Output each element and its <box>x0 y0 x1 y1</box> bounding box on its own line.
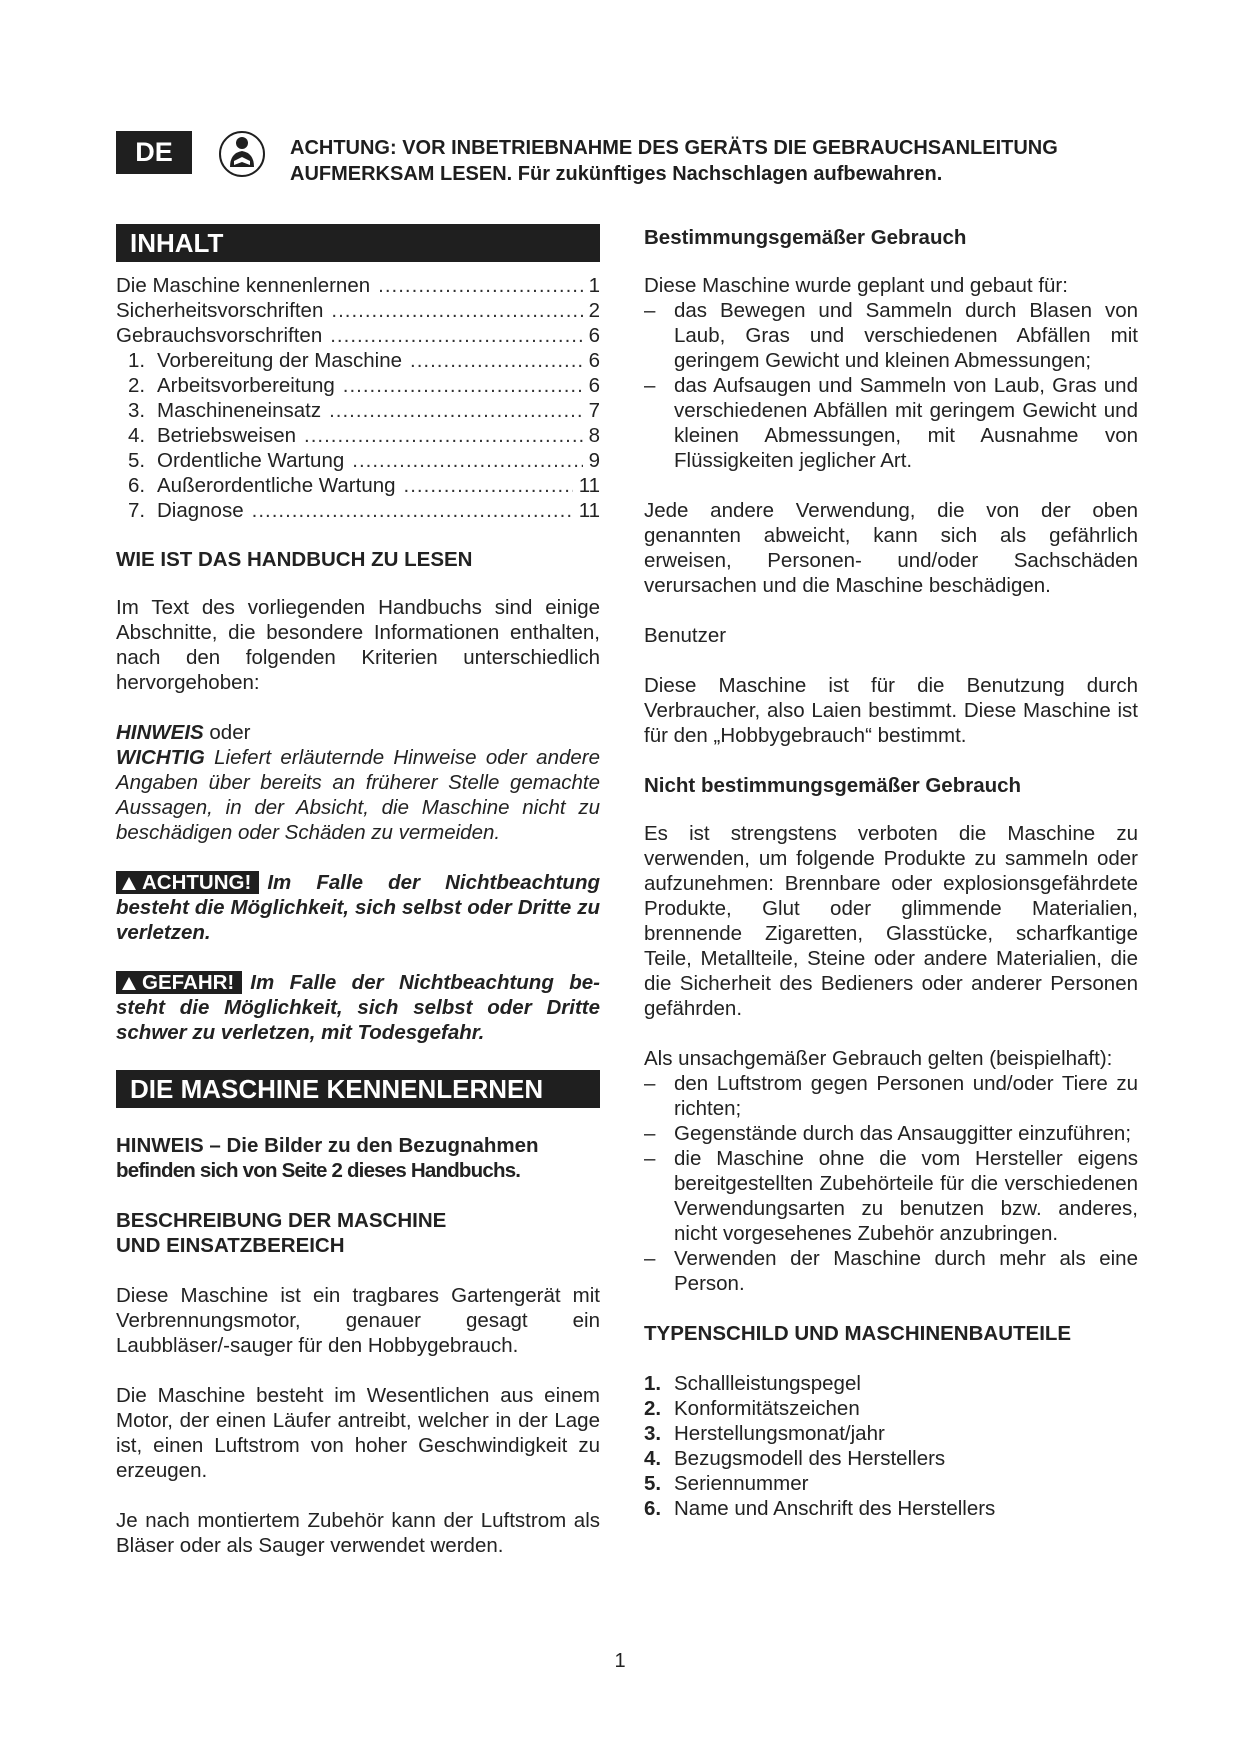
nameplate-item <box>644 1371 1138 1396</box>
nameplate-item-label: Schallleistungspegel <box>674 1372 861 1395</box>
toc-entry-label: Diagnose <box>157 499 244 522</box>
toc-entry <box>116 398 600 423</box>
dash-bullet: – <box>644 1122 656 1145</box>
gefahr-text: Im Falle der Nichtbeachtung be-steht die Möglichkeit, sich selbst oder Dritte schwer zu verletzen, mit Todesgefahr. <box>116 971 600 1044</box>
gefahr-label: GEFAHR! <box>142 971 235 994</box>
toc-dot-leader <box>352 448 582 473</box>
nameplate-item-number: 6. <box>644 1497 662 1520</box>
dash-bullet: – <box>644 1072 656 1095</box>
toc-entry <box>116 473 600 498</box>
toc-entry-label: Maschineneinsatz <box>157 399 322 422</box>
toc-entry-label: Die Maschine kennenlernen <box>116 274 371 297</box>
toc-entry <box>116 273 600 298</box>
toc-entry <box>116 323 600 348</box>
toc-entry-number: 5. <box>128 449 146 472</box>
nameplate-item-label: Name und Anschrift des Herstellers <box>674 1497 996 1520</box>
list-item <box>644 1146 1138 1246</box>
intended-use-title: Bestimmungsgemäßer Gebrauch <box>644 226 967 249</box>
improper-use-text: Es ist strengstens verboten die Maschine zu verwenden, um folgende Produkte zu sammeln oder aufzunehmen: Brennbare oder explosionsgefährdete Produkte, Glut oder glimmende Materialien, brennende Zigaretten, Glasstücke, scharfkantige Teile, Metallteile, Steine oder andere Materialien, die die Sicherheit des Bedieners oder anderer Personen gefährden. <box>644 822 1138 1020</box>
intended-use-intro: Diese Maschine wurde geplant und gebaut für: <box>644 274 1068 297</box>
contents-title: INHALT <box>116 224 600 262</box>
nameplate-item-number: 1. <box>644 1372 662 1395</box>
toc-entry-number: 7. <box>128 499 146 522</box>
how-to-read-intro: Im Text des vorliegenden Handbuchs sind einige Abschnitte, die besondere Informationen enthalten, nach den folgenden Kriterien unterschiedlich hervorgehoben: <box>116 596 600 694</box>
description-title <box>116 1208 600 1258</box>
improper-use-title: Nicht bestimmungsgemäßer Gebrauch <box>644 774 1022 797</box>
list-item-text: die Maschine ohne die vom Hersteller eigens bereitgestellten Zubehörteile für die verschiedenen Verwendungsarten zu benutzen bzw. anderes, nicht vorgesehenes Zubehör anzubringen. <box>674 1147 1138 1245</box>
achtung-tag <box>116 871 259 894</box>
note-hinweis-label: HINWEIS <box>116 721 204 744</box>
left-column <box>116 224 600 1558</box>
toc-entry-page: 9 <box>588 449 600 472</box>
page-number: 1 <box>614 1650 626 1672</box>
nameplate-item-number: 3. <box>644 1422 662 1445</box>
dash-bullet: – <box>644 299 656 322</box>
nameplate-list <box>644 1371 1138 1521</box>
toc-entry-label: Außerordentliche Wartung <box>157 474 396 497</box>
toc-entry-label: Ordentliche Wartung <box>157 449 345 472</box>
warning-line-2: AUFMERKSAM LESEN. Für zukünftiges Nachschlagen aufbewahren. <box>290 163 943 185</box>
toc-entry-number: 2. <box>128 374 146 397</box>
machine-para-1: Diese Maschine ist ein tragbares Gartengerät mit Verbrennungsmotor, genauer gesagt ein Laubbläser/-sauger für den Hobbygebrauch. <box>116 1284 600 1357</box>
note-text: Liefert erläuternde Hinweise oder andere Angaben über bereits an früherer Stelle gemachte Aussagen, in der Absicht, die Maschine nicht zu beschädigen oder Schäden zu vermeiden. <box>116 746 600 844</box>
toc-dot-leader <box>304 423 583 448</box>
machine-hint-line-1: HINWEIS – Die Bilder zu den Bezugnahmen <box>116 1134 539 1157</box>
intended-use-list <box>644 298 1138 473</box>
nameplate-item-number: 4. <box>644 1447 662 1470</box>
toc-entry <box>116 498 600 523</box>
safety-warning-header <box>290 135 1150 187</box>
list-item <box>644 1071 1138 1121</box>
read-manual-icon <box>218 131 266 177</box>
toc-entry-number: 1. <box>128 349 146 372</box>
achtung-label: ACHTUNG! <box>142 871 252 894</box>
list-item-text: das Bewegen und Sammeln durch Blasen von Laub, Gras und verschiedenen Abfällen mit geringem Gewicht und kleinen Abmessungen; <box>674 299 1138 372</box>
toc-entry-page: 6 <box>588 324 600 347</box>
toc-entry-page: 6 <box>588 374 600 397</box>
list-item-text: den Luftstrom gegen Personen und/oder Tiere zu richten; <box>674 1072 1138 1120</box>
achtung-text: Im Falle der Nichtbeachtung besteht die Möglichkeit, sich selbst oder Dritte zu verletzen. <box>116 871 600 944</box>
toc-dot-leader <box>331 298 582 323</box>
nameplate-item-number: 5. <box>644 1472 662 1495</box>
nameplate-title: TYPENSCHILD UND MASCHINENBAUTEILE <box>644 1322 1072 1345</box>
nameplate-item <box>644 1446 1138 1471</box>
toc-dot-leader <box>404 473 573 498</box>
warning-line-1: ACHTUNG: VOR INBETRIEBNAHME DES GERÄTS DIE GEBRAUCHSANLEITUNG <box>290 137 1058 159</box>
toc-entry <box>116 448 600 473</box>
list-item-text: Verwenden der Maschine durch mehr als eine Person. <box>674 1247 1138 1295</box>
language-badge: DE <box>116 131 192 174</box>
other-use-text: Jede andere Verwendung, die von der oben genannten abweicht, kann sich als gefährlich erweisen, Personen- und/oder Sachschäden verursachen und die Maschine beschädigen. <box>644 499 1138 597</box>
right-column <box>644 225 1138 1521</box>
list-item-text: Gegenstände durch das Ansauggitter einzuführen; <box>674 1122 1132 1145</box>
how-to-read-title: WIE IST DAS HANDBUCH ZU LESEN <box>116 548 473 571</box>
toc-dot-leader <box>330 323 582 348</box>
toc-entry <box>116 373 600 398</box>
nameplate-item <box>644 1421 1138 1446</box>
nameplate-item-label: Konformitätszeichen <box>674 1397 860 1420</box>
warning-triangle-icon <box>122 977 136 990</box>
toc-dot-leader <box>378 273 582 298</box>
toc-entry-label: Sicherheitsvorschriften <box>116 299 324 322</box>
list-item <box>644 1121 1138 1146</box>
description-title-line-2: UND EINSATZBEREICH <box>116 1234 345 1257</box>
note-oder: oder <box>203 721 251 744</box>
toc-dot-leader <box>343 373 583 398</box>
toc-entry-page: 7 <box>588 399 600 422</box>
list-item <box>644 373 1138 473</box>
nameplate-item-label: Herstellungsmonat/jahr <box>674 1422 885 1445</box>
improper-use-list <box>644 1071 1138 1296</box>
warning-triangle-icon <box>122 877 136 890</box>
toc-entry-label: Betriebsweisen <box>157 424 297 447</box>
toc-entry-page: 6 <box>588 349 600 372</box>
toc-entry-number: 4. <box>128 424 146 447</box>
note-wichtig-label: WICHTIG <box>116 746 205 769</box>
gefahr-paragraph <box>116 970 600 1045</box>
machine-hint <box>116 1133 600 1183</box>
toc-entry <box>116 348 600 373</box>
machine-hint-line-2: befinden sich von Seite 2 dieses Handbuchs. <box>116 1159 521 1182</box>
toc-entry <box>116 423 600 448</box>
user-title: Benutzer <box>644 624 727 647</box>
improper-examples-intro: Als unsachgemäßer Gebrauch gelten (beispielhaft): <box>644 1047 1113 1070</box>
table-of-contents <box>116 273 600 523</box>
dash-bullet: – <box>644 1147 656 1170</box>
list-item <box>644 1246 1138 1296</box>
nameplate-item-label: Bezugsmodell des Herstellers <box>674 1447 946 1470</box>
gefahr-tag <box>116 971 242 994</box>
nameplate-item <box>644 1496 1138 1521</box>
list-item-text: das Aufsaugen und Sammeln von Laub, Gras und verschiedenen Abfällen mit geringem Gewicht und kleinen Abmessungen, mit Ausnahme von Flüssigkeiten jeglicher Art. <box>674 374 1138 472</box>
note-paragraph <box>116 720 600 845</box>
machine-section-title: DIE MASCHINE KENNENLERNEN <box>116 1070 600 1108</box>
nameplate-item-label: Seriennummer <box>674 1472 809 1495</box>
machine-para-2: Die Maschine besteht im Wesentlichen aus einem Motor, der einen Läufer antreibt, welcher in der Lage ist, einen Luftstrom von hoher Geschwindigkeit zu erzeugen. <box>116 1384 600 1482</box>
toc-entry-label: Arbeitsvorbereitung <box>157 374 335 397</box>
toc-entry-label: Vorbereitung der Maschine <box>157 349 403 372</box>
machine-para-3: Je nach montiertem Zubehör kann der Luftstrom als Bläser oder als Sauger verwendet werden. <box>116 1509 600 1557</box>
toc-entry-label: Gebrauchsvorschriften <box>116 324 323 347</box>
toc-dot-leader <box>329 398 583 423</box>
description-title-line-1: BESCHREIBUNG DER MASCHINE <box>116 1209 447 1232</box>
dash-bullet: – <box>644 1247 656 1270</box>
toc-entry-number: 6. <box>128 474 146 497</box>
toc-dot-leader <box>410 348 583 373</box>
achtung-paragraph <box>116 870 600 945</box>
list-item <box>644 298 1138 373</box>
nameplate-item-number: 2. <box>644 1397 662 1420</box>
toc-dot-leader <box>252 498 573 523</box>
dash-bullet: – <box>644 374 656 397</box>
toc-entry-page: 11 <box>578 474 600 497</box>
toc-entry-page: 8 <box>588 424 600 447</box>
user-text: Diese Maschine ist für die Benutzung durch Verbraucher, also Laien bestimmt. Diese Maschine ist für den „Hobbygebrauch“ bestimmt. <box>644 674 1138 747</box>
toc-entry-page: 1 <box>588 274 600 297</box>
toc-entry-number: 3. <box>128 399 146 422</box>
toc-entry-page: 11 <box>578 499 600 522</box>
nameplate-item <box>644 1396 1138 1421</box>
nameplate-item <box>644 1471 1138 1496</box>
toc-entry <box>116 298 600 323</box>
toc-entry-page: 2 <box>588 299 600 322</box>
